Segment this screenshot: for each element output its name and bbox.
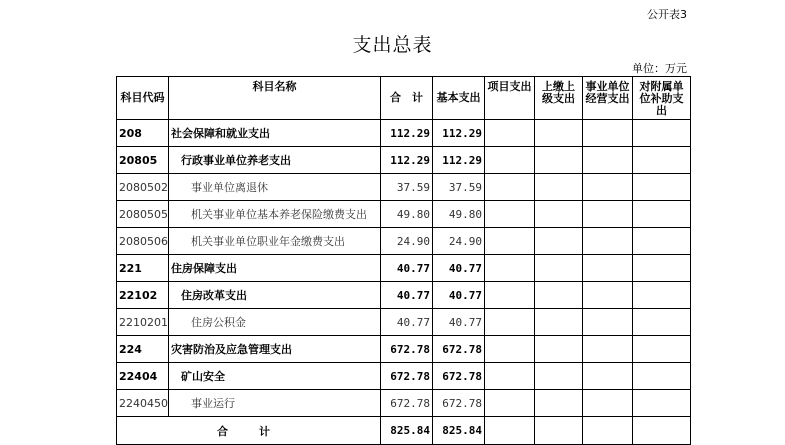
row-business [583,363,633,390]
total-handover [535,417,583,445]
row-handover [535,201,583,228]
row-name: 事业单位离退休 [169,174,381,201]
row-subsidy [633,309,691,336]
row-total: 24.90 [381,228,433,255]
row-code: 2240450 [117,390,169,417]
header-business: 事业单位经营支出 [583,77,633,120]
row-code: 20805 [117,147,169,174]
table-row [117,390,691,417]
row-subsidy [633,147,691,174]
row-code: 2080502 [117,174,169,201]
row-code: 22102 [117,282,169,309]
row-subsidy [633,228,691,255]
total-amount: 825.84 [381,417,433,445]
row-business [583,120,633,147]
form-number: 公开表3 [647,8,687,21]
row-name: 社会保障和就业支出 [169,120,381,147]
row-subsidy [633,336,691,363]
row-business [583,309,633,336]
row-basic: 40.77 [433,282,485,309]
table-row [117,228,691,255]
header-handover: 上缴上级支出 [535,77,583,120]
row-name: 事业运行 [169,390,381,417]
row-basic: 112.29 [433,147,485,174]
row-business [583,336,633,363]
row-total: 37.59 [381,174,433,201]
row-code: 2080505 [117,201,169,228]
row-total: 672.78 [381,390,433,417]
row-project [485,336,535,363]
row-code: 2210201 [117,309,169,336]
row-code: 2080506 [117,228,169,255]
total-row [117,417,691,445]
row-handover [535,363,583,390]
table-row [117,120,691,147]
row-project [485,201,535,228]
row-subsidy [633,201,691,228]
row-name: 住房公积金 [169,309,381,336]
row-total: 672.78 [381,336,433,363]
expenditure-table [116,76,691,445]
row-name: 矿山安全 [169,363,381,390]
row-name: 机关事业单位职业年金缴费支出 [169,228,381,255]
row-subsidy [633,390,691,417]
unit-label: 单位：万元 [632,62,687,75]
header-subsidy: 对附属单位补助支出 [633,77,691,120]
row-total: 49.80 [381,201,433,228]
table-row [117,174,691,201]
row-handover [535,336,583,363]
total-project [485,417,535,445]
row-code: 208 [117,120,169,147]
row-business [583,255,633,282]
row-project [485,282,535,309]
row-handover [535,309,583,336]
total-basic: 825.84 [433,417,485,445]
row-project [485,120,535,147]
header-project: 项目支出 [485,77,535,120]
table-row [117,336,691,363]
row-handover [535,390,583,417]
row-total: 112.29 [381,120,433,147]
row-total: 40.77 [381,282,433,309]
row-subsidy [633,282,691,309]
header-name: 科目名称 [169,77,381,120]
row-subsidy [633,120,691,147]
row-total: 40.77 [381,255,433,282]
row-total: 112.29 [381,147,433,174]
row-business [583,228,633,255]
row-code: 224 [117,336,169,363]
row-business [583,282,633,309]
total-business [583,417,633,445]
row-total: 40.77 [381,309,433,336]
header-code: 科目代码 [117,77,169,120]
row-code: 221 [117,255,169,282]
row-project [485,255,535,282]
row-name: 灾害防治及应急管理支出 [169,336,381,363]
row-name: 住房改革支出 [169,282,381,309]
header-basic: 基本支出 [433,77,485,120]
table-row [117,363,691,390]
row-basic: 672.78 [433,336,485,363]
row-name: 机关事业单位基本养老保险缴费支出 [169,201,381,228]
row-handover [535,228,583,255]
row-business [583,147,633,174]
row-basic: 40.77 [433,309,485,336]
row-project [485,147,535,174]
table-row [117,201,691,228]
page-title: 支出总表 [352,34,433,56]
row-handover [535,174,583,201]
row-basic: 24.90 [433,228,485,255]
row-handover [535,147,583,174]
header-row [117,77,691,120]
row-basic: 37.59 [433,174,485,201]
row-total: 672.78 [381,363,433,390]
row-handover [535,255,583,282]
row-handover [535,282,583,309]
row-project [485,174,535,201]
row-project [485,309,535,336]
row-basic: 40.77 [433,255,485,282]
header-total: 合 计 [381,77,433,120]
row-name: 行政事业单位养老支出 [169,147,381,174]
row-basic: 672.78 [433,390,485,417]
row-subsidy [633,255,691,282]
row-project [485,363,535,390]
row-business [583,174,633,201]
row-basic: 49.80 [433,201,485,228]
total-label: 合 计 [117,417,381,445]
row-project [485,228,535,255]
table-row [117,282,691,309]
row-code: 22404 [117,363,169,390]
row-subsidy [633,174,691,201]
table-row [117,147,691,174]
table-row [117,255,691,282]
row-basic: 112.29 [433,120,485,147]
row-handover [535,120,583,147]
row-name: 住房保障支出 [169,255,381,282]
row-basic: 672.78 [433,363,485,390]
table-row [117,309,691,336]
total-subsidy [633,417,691,445]
row-subsidy [633,363,691,390]
row-business [583,201,633,228]
row-project [485,390,535,417]
row-business [583,390,633,417]
